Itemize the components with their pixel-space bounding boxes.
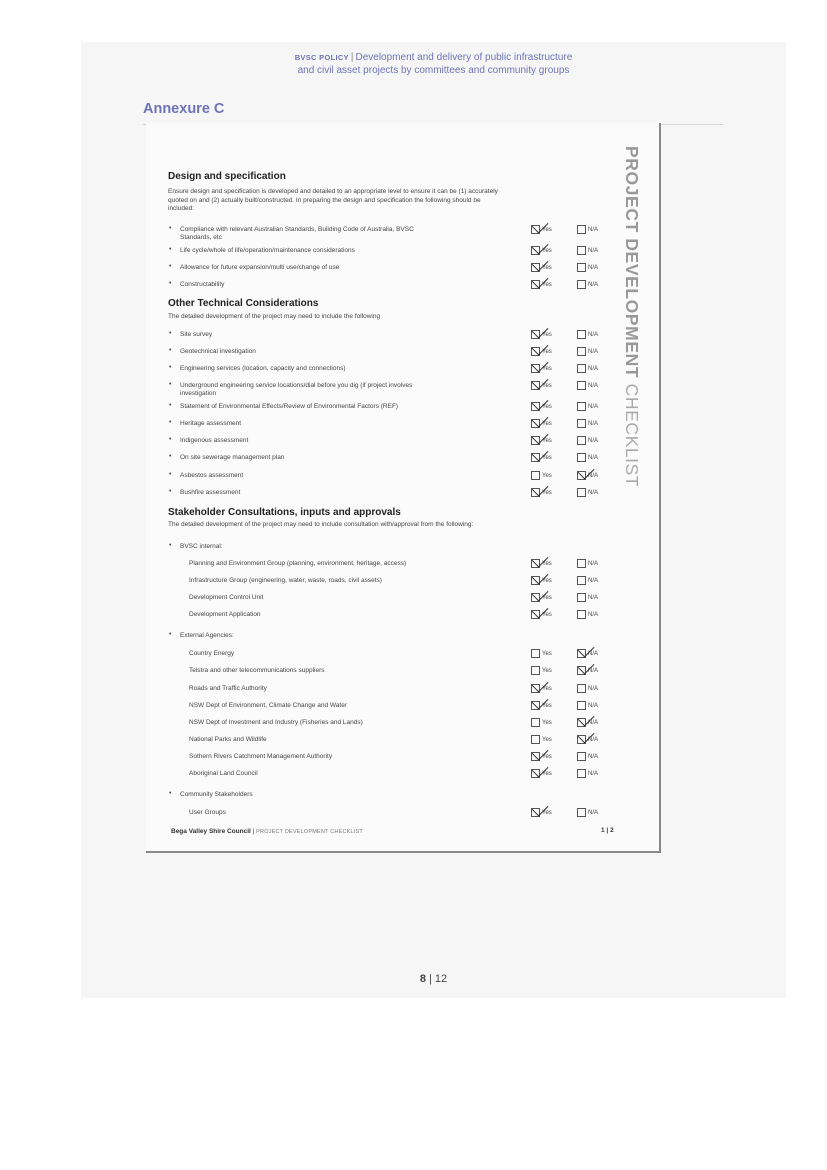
option-label: N/A <box>588 561 599 568</box>
section-intro: The detailed development of the project may need to include the following <box>168 313 381 320</box>
na-option[interactable] <box>577 436 598 445</box>
checkbox[interactable] <box>577 488 586 497</box>
checkbox[interactable] <box>577 419 586 428</box>
option-label: Yes <box>542 227 552 234</box>
checklist-item-label: Bushfire assessment <box>180 489 241 496</box>
checkbox[interactable] <box>531 381 540 390</box>
checkbox[interactable] <box>577 280 586 289</box>
option-label: Yes <box>542 651 552 658</box>
checkbox[interactable] <box>531 769 540 778</box>
option-label: Yes <box>542 438 552 445</box>
na-option[interactable] <box>577 593 598 602</box>
bullet: • <box>169 347 172 354</box>
checkbox[interactable] <box>531 488 540 497</box>
na-option[interactable] <box>577 246 598 255</box>
checkbox[interactable] <box>577 246 586 255</box>
option-label: N/A <box>588 473 599 480</box>
bullet: • <box>169 631 172 638</box>
footer-page: 1 | 2 <box>601 827 614 834</box>
option-label: Yes <box>542 578 552 585</box>
checkbox[interactable] <box>577 752 586 761</box>
bullet: • <box>169 419 172 426</box>
vertical-title <box>621 146 642 487</box>
option-label: Yes <box>542 349 552 356</box>
option-label: N/A <box>588 490 599 497</box>
checkbox[interactable] <box>531 610 540 619</box>
checkbox[interactable] <box>577 453 586 462</box>
checkbox[interactable] <box>577 808 586 817</box>
option-label: Yes <box>542 455 552 462</box>
checkbox[interactable] <box>531 419 540 428</box>
checkbox[interactable] <box>577 330 586 339</box>
checkbox[interactable] <box>577 593 586 602</box>
option-label: N/A <box>588 771 599 778</box>
checkbox[interactable] <box>577 735 586 744</box>
option-label: Yes <box>542 810 552 817</box>
checkbox[interactable] <box>531 246 540 255</box>
option-label: Yes <box>542 686 552 693</box>
checkbox[interactable] <box>577 559 586 568</box>
checkbox[interactable] <box>531 263 540 272</box>
checkbox[interactable] <box>531 576 540 585</box>
checkbox[interactable] <box>577 381 586 390</box>
option-label: Yes <box>542 366 552 373</box>
section-intro-line: quoted on and (2) actually built/constructed. In preparing the design and specification the following should be <box>168 196 481 204</box>
option-label: N/A <box>588 651 599 658</box>
checklist-item-label: Underground engineering service locations/dial before you dig (if project involves <box>180 382 413 389</box>
checklist-item-label: Statement of Environmental Effects/Review of Environmental Factors (REF) <box>180 403 399 410</box>
checkbox[interactable] <box>531 666 540 675</box>
section-intro-line: Ensure design and specification is developed and detailed to an appropriate level to ensure it can be (1) accurately <box>168 188 498 195</box>
option-label: N/A <box>588 265 599 272</box>
sheet-footer <box>171 828 363 835</box>
policy-title-line2: and civil asset projects by committees and community groups <box>297 65 570 76</box>
vertical-title-bold: PROJECT DEVELOPMENT <box>622 146 642 379</box>
bullet: • <box>169 790 172 797</box>
yes-option[interactable] <box>531 225 552 234</box>
option-label: N/A <box>588 720 599 727</box>
stakeholder-item-label: Aboriginal Land Council <box>189 770 258 777</box>
bullet: • <box>169 542 172 549</box>
yes-option[interactable] <box>531 610 552 619</box>
stakeholder-group-label: Community Stakeholders <box>180 791 253 798</box>
policy-title-line1: Development and delivery of public infrastructure <box>355 52 573 63</box>
option-label: Yes <box>542 383 552 390</box>
checkbox[interactable] <box>531 649 540 658</box>
option-label: Yes <box>542 248 552 255</box>
yes-option[interactable] <box>531 488 552 497</box>
yes-option[interactable] <box>531 649 552 658</box>
option-label: Yes <box>542 421 552 428</box>
bullet: • <box>169 402 172 409</box>
na-option[interactable] <box>577 330 598 339</box>
checkbox[interactable] <box>577 684 586 693</box>
option-label: N/A <box>588 612 599 619</box>
option-label: Yes <box>542 404 552 411</box>
checklist-item-label: investigation <box>180 390 217 397</box>
checkbox[interactable] <box>577 769 586 778</box>
checkbox[interactable] <box>531 225 540 234</box>
checkbox[interactable] <box>531 684 540 693</box>
header-separator: | <box>350 52 354 63</box>
stakeholder-item-label: Infrastructure Group (engineering, water, waste, roads, civil assets) <box>189 577 382 584</box>
footer-council: Bega Valley Shire Council <box>171 828 251 835</box>
checkbox[interactable] <box>531 453 540 462</box>
option-label: N/A <box>588 668 599 675</box>
policy-header <box>81 51 786 77</box>
na-option[interactable] <box>577 666 598 675</box>
na-option[interactable] <box>577 752 598 761</box>
option-label: N/A <box>588 383 599 390</box>
checkbox[interactable] <box>531 752 540 761</box>
na-option[interactable] <box>577 381 598 390</box>
option-label: Yes <box>542 561 552 568</box>
stakeholder-item-label: Telstra and other telecommunications suppliers <box>189 667 325 674</box>
option-label: N/A <box>588 595 599 602</box>
vertical-title-light: CHECKLIST <box>622 383 642 488</box>
checklist-item-label: Standards, etc <box>180 234 222 241</box>
option-label: N/A <box>588 366 599 373</box>
option-label: Yes <box>542 265 552 272</box>
option-label: Yes <box>542 720 552 727</box>
checkbox[interactable] <box>531 701 540 710</box>
bullet: • <box>169 381 172 388</box>
na-option[interactable] <box>577 453 598 462</box>
na-option[interactable] <box>577 347 598 356</box>
page-number-current: 8 <box>419 973 426 985</box>
option-label: N/A <box>588 578 599 585</box>
yes-option[interactable] <box>531 808 552 817</box>
option-label: N/A <box>588 438 599 445</box>
stakeholder-item-label: Planning and Environment Group (planning, environment, heritage, access) <box>189 560 407 567</box>
scanned-page <box>81 42 786 998</box>
checkbox[interactable] <box>531 808 540 817</box>
option-label: Yes <box>542 595 552 602</box>
checklist-item-label: Constructability <box>180 281 225 288</box>
footer-page-current: 1 <box>601 827 605 834</box>
checkbox[interactable] <box>577 402 586 411</box>
option-label: N/A <box>588 754 599 761</box>
option-label: Yes <box>542 703 552 710</box>
stakeholder-item-label: User Groups <box>189 809 226 816</box>
option-label: N/A <box>588 349 599 356</box>
checklist-item-label: Heritage assessment <box>180 420 242 427</box>
na-option[interactable] <box>577 808 598 817</box>
checkbox[interactable] <box>577 701 586 710</box>
checkbox[interactable] <box>531 347 540 356</box>
option-label: N/A <box>588 455 599 462</box>
option-label: Yes <box>542 332 552 339</box>
na-option[interactable] <box>577 735 598 744</box>
checkbox[interactable] <box>577 225 586 234</box>
checklist-item-label: Site survey <box>180 331 213 338</box>
option-label: Yes <box>542 473 552 480</box>
bullet: • <box>169 364 172 371</box>
section-intro: The detailed development of the project may need to include consultation with/approval from the following: <box>168 521 474 528</box>
checkbox[interactable] <box>577 610 586 619</box>
option-label: N/A <box>588 404 599 411</box>
option-label: Yes <box>542 771 552 778</box>
checklist-item-label: Indigenous assessment <box>180 437 249 444</box>
page-number-separator: | <box>429 973 432 985</box>
stakeholder-group-label: External Agencies: <box>180 632 234 639</box>
stakeholder-item-label: Country Energy <box>189 650 235 657</box>
bullet: • <box>169 488 172 495</box>
checkbox[interactable] <box>531 593 540 602</box>
stakeholder-item-label: National Parks and Wildlife <box>189 736 267 743</box>
na-option[interactable] <box>577 559 598 568</box>
annexure-title: Annexure C <box>143 101 225 117</box>
na-option[interactable] <box>577 364 598 373</box>
na-option[interactable] <box>577 769 598 778</box>
na-option[interactable] <box>577 610 598 619</box>
na-option[interactable] <box>577 488 598 497</box>
option-label: Yes <box>542 668 552 675</box>
checklist-item-label: Compliance with relevant Australian Standards, Building Code of Australia, BVSC <box>180 226 414 233</box>
stakeholder-item-label: Development Control Unit <box>189 594 264 601</box>
yes-option[interactable] <box>531 701 552 710</box>
na-option[interactable] <box>577 684 598 693</box>
stakeholder-group-label: BVSC internal: <box>180 543 223 550</box>
stakeholder-item-label: NSW Dept of Environment, Climate Change and Water <box>189 702 347 709</box>
page-number-total: 12 <box>434 973 448 985</box>
checkbox[interactable] <box>577 347 586 356</box>
option-label: N/A <box>588 248 599 255</box>
option-label: N/A <box>588 421 599 428</box>
bullet: • <box>169 436 172 443</box>
na-option[interactable] <box>577 419 598 428</box>
bullet: • <box>169 263 172 270</box>
checklist-item-label: Engineering services (location, capacity and connections) <box>180 365 346 372</box>
checkbox[interactable] <box>531 280 540 289</box>
bullet: • <box>169 471 172 478</box>
yes-option[interactable] <box>531 718 552 727</box>
section-heading: Design and specification <box>168 171 286 182</box>
na-option[interactable] <box>577 576 598 585</box>
na-option[interactable] <box>577 280 598 289</box>
option-label: N/A <box>588 332 599 339</box>
checkbox[interactable] <box>577 576 586 585</box>
checkbox[interactable] <box>577 718 586 727</box>
checkbox[interactable] <box>531 436 540 445</box>
checkbox[interactable] <box>531 364 540 373</box>
checkbox[interactable] <box>577 649 586 658</box>
na-option[interactable] <box>577 471 598 480</box>
option-label: Yes <box>542 754 552 761</box>
section-intro-line: included: <box>168 205 195 212</box>
footer-separator: | <box>252 828 255 835</box>
checklist-item-label: Life cycle/whole of life/operation/maintenance considerations <box>180 247 355 254</box>
checklist-item-label: Asbestos assessment <box>180 472 244 479</box>
yes-option[interactable] <box>531 381 552 390</box>
checkbox[interactable] <box>531 735 540 744</box>
checkbox[interactable] <box>531 402 540 411</box>
bullet: • <box>169 246 172 253</box>
checklist-item-label: Allowance for future expansion/multi use/change of use <box>180 264 340 271</box>
option-label: Yes <box>542 612 552 619</box>
checkbox[interactable] <box>531 559 540 568</box>
footer-doc-title: PROJECT DEVELOPMENT CHECKLIST <box>256 829 363 835</box>
na-option[interactable] <box>577 225 598 234</box>
option-label: N/A <box>588 282 599 289</box>
option-label: N/A <box>588 810 599 817</box>
bullet: • <box>169 225 172 232</box>
footer-page-total: 2 <box>610 827 614 834</box>
checkbox[interactable] <box>577 436 586 445</box>
checkbox[interactable] <box>531 718 540 727</box>
checklist-item-label: Geotechnical investigation <box>180 348 256 355</box>
na-option[interactable] <box>577 263 598 272</box>
checkbox[interactable] <box>577 263 586 272</box>
checklist-item-label: On site sewerage management plan <box>180 454 285 461</box>
stakeholder-item-label: Development Application <box>189 611 261 618</box>
checkbox[interactable] <box>531 330 540 339</box>
option-label: N/A <box>588 703 599 710</box>
bullet: • <box>169 453 172 460</box>
na-option[interactable] <box>577 402 598 411</box>
bullet: • <box>169 330 172 337</box>
checkbox[interactable] <box>577 364 586 373</box>
stakeholder-item-label: NSW Dept of Investment and Industry (Fisheries and Lands) <box>189 719 363 726</box>
checkbox[interactable] <box>531 471 540 480</box>
bullet: • <box>169 280 172 287</box>
option-label: Yes <box>542 282 552 289</box>
stakeholder-item-label: Sothern Rivers Catchment Management Authority <box>189 753 333 760</box>
yes-option[interactable] <box>531 280 552 289</box>
page-number <box>81 973 786 985</box>
option-label: N/A <box>588 737 599 744</box>
stakeholder-item-label: Roads and Traffic Authority <box>189 685 267 692</box>
option-label: N/A <box>588 686 599 693</box>
policy-label: BVSC POLICY <box>294 53 349 62</box>
yes-option[interactable] <box>531 666 552 675</box>
option-label: Yes <box>542 737 552 744</box>
checkbox[interactable] <box>577 471 586 480</box>
checkbox[interactable] <box>577 666 586 675</box>
option-label: Yes <box>542 490 552 497</box>
yes-option[interactable] <box>531 453 552 462</box>
yes-option[interactable] <box>531 769 552 778</box>
option-label: N/A <box>588 227 599 234</box>
section-heading: Stakeholder Consultations, inputs and approvals <box>168 507 401 518</box>
section-heading: Other Technical Considerations <box>168 298 319 309</box>
